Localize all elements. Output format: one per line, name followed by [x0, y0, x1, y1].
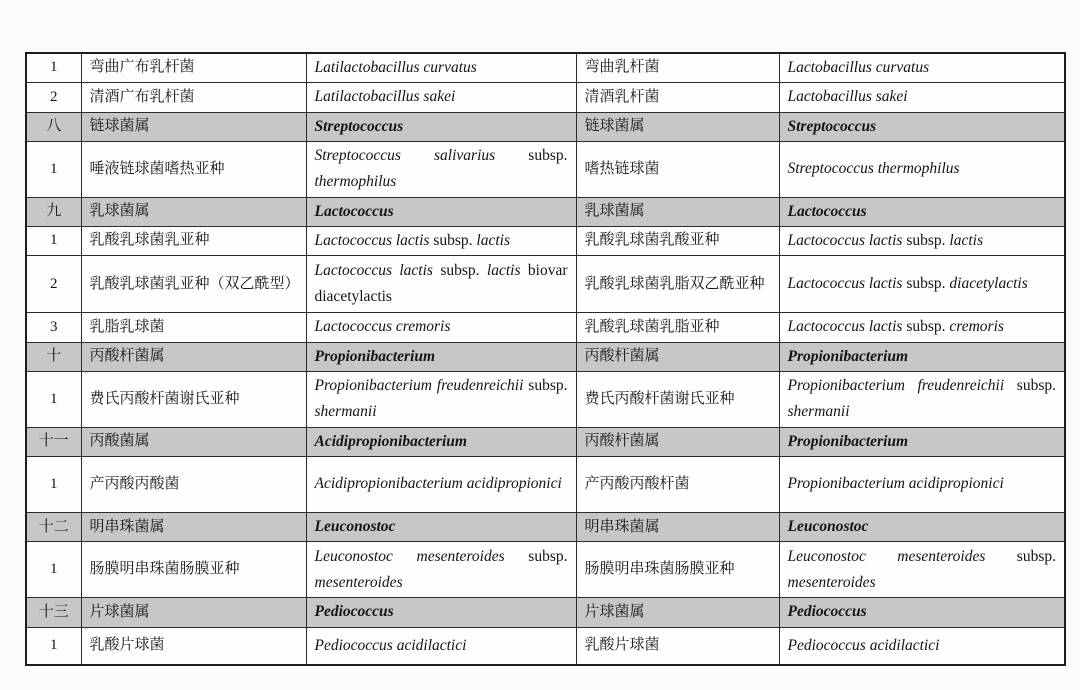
latin-italic-segment: Propionibacterium freudenreichii: [314, 377, 524, 395]
former-chinese-name-cell: 链球菌属: [576, 112, 779, 141]
latin-upright-segment: subsp.: [1004, 377, 1056, 395]
former-chinese-name-cell: 乳酸乳球菌乳脂亚种: [576, 313, 779, 342]
former-chinese-name-cell: 乳球菌属: [576, 197, 779, 226]
updated-chinese-name-cell: 链球菌属: [81, 112, 306, 141]
former-chinese-name-cell: 丙酸杆菌属: [576, 342, 779, 371]
updated-chinese-name-cell: 片球菌属: [81, 598, 306, 627]
former-latin-name-cell: [779, 112, 1065, 141]
former-chinese-name-cell: 明串珠菌属: [576, 513, 779, 542]
updated-latin-name-cell: [306, 372, 576, 428]
species-row: [26, 372, 1065, 428]
index-cell: 1: [26, 372, 81, 428]
latin-italic-segment: Pediococcus acidilactici: [787, 636, 940, 654]
latin-upright-segment: subsp.: [902, 275, 950, 293]
latin-italic-segment: Acidipropionibacterium: [314, 432, 467, 450]
updated-latin-name-cell: [306, 256, 576, 313]
former-chinese-name-cell: 肠膜明串珠菌肠膜亚种: [576, 542, 779, 598]
former-latin-name-cell: [779, 627, 1065, 665]
latin-italic-segment: shermanii: [787, 403, 850, 421]
latin-upright-segment: subsp.: [429, 232, 477, 250]
latin-upright-segment: subsp.: [985, 547, 1056, 565]
updated-chinese-name-cell: 丙酸杆菌属: [81, 342, 306, 371]
latin-italic-segment: Lactococcus cremoris: [314, 318, 451, 336]
former-chinese-name-cell: 丙酸杆菌属: [576, 427, 779, 456]
index-cell: 1: [26, 142, 81, 198]
former-latin-name-cell: [779, 542, 1065, 598]
updated-latin-name-cell: [306, 142, 576, 198]
index-cell: 十二: [26, 513, 81, 542]
index-cell: 1: [26, 627, 81, 665]
latin-italic-segment: Lactobacillus sakei: [787, 88, 908, 106]
genus-header-row: [26, 427, 1065, 456]
latin-italic-segment: Propionibacterium: [314, 347, 436, 365]
updated-chinese-name-cell: 乳酸乳球菌乳亚种（双乙酰型）: [81, 256, 306, 313]
latin-italic-segment: lactis: [949, 232, 983, 250]
index-cell: 1: [26, 53, 81, 83]
updated-chinese-name-cell: 肠膜明串珠菌肠膜亚种: [81, 542, 306, 598]
updated-latin-name-cell: [306, 197, 576, 226]
former-latin-name-cell: [779, 83, 1065, 112]
index-cell: 九: [26, 197, 81, 226]
genus-header-row: [26, 513, 1065, 542]
latin-upright-segment: biovar diacetylactis: [314, 262, 568, 306]
former-latin-name-cell: [779, 372, 1065, 428]
latin-italic-segment: Lactobacillus curvatus: [787, 59, 930, 76]
former-chinese-name-cell: 嗜热链球菌: [576, 142, 779, 198]
index-cell: 十三: [26, 598, 81, 627]
index-cell: 2: [26, 83, 81, 112]
index-cell: 3: [26, 313, 81, 342]
updated-chinese-name-cell: 清酒广布乳杆菌: [81, 83, 306, 112]
updated-chinese-name-cell: 乳球菌属: [81, 197, 306, 226]
former-latin-name-cell: [779, 513, 1065, 542]
species-row: [26, 457, 1065, 513]
former-chinese-name-cell: 乳酸片球菌: [576, 627, 779, 665]
latin-italic-segment: Leuconostoc: [314, 518, 396, 536]
former-chinese-name-cell: 费氏丙酸杆菌谢氏亚种: [576, 372, 779, 428]
updated-chinese-name-cell: 乳脂乳球菌: [81, 313, 306, 342]
latin-italic-segment: Pediococcus: [314, 603, 394, 621]
index-cell: 1: [26, 457, 81, 513]
latin-italic-segment: Pediococcus: [787, 603, 867, 621]
former-chinese-name-cell: 产丙酸丙酸杆菌: [576, 457, 779, 513]
updated-chinese-name-cell: 丙酸菌属: [81, 427, 306, 456]
updated-latin-name-cell: [306, 542, 576, 598]
latin-italic-segment: mesenteroides: [787, 573, 876, 591]
latin-italic-segment: cremoris: [949, 318, 1004, 336]
latin-italic-segment: thermophilus: [314, 173, 397, 191]
latin-italic-segment: Propionibacterium freudenreichii: [787, 377, 1005, 395]
species-table: [25, 52, 1066, 666]
latin-upright-segment: subsp.: [523, 377, 568, 395]
former-latin-name-cell: [779, 313, 1065, 342]
updated-latin-name-cell: [306, 227, 576, 256]
former-latin-name-cell: [779, 256, 1065, 313]
latin-italic-segment: lactis: [486, 262, 521, 280]
latin-italic-segment: Acidipropionibacterium acidipropionici: [314, 475, 562, 493]
updated-chinese-name-cell: 明串珠菌属: [81, 513, 306, 542]
updated-latin-name-cell: [306, 342, 576, 371]
updated-chinese-name-cell: 费氏丙酸杆菌谢氏亚种: [81, 372, 306, 428]
species-row: [26, 256, 1065, 313]
latin-upright-segment: subsp.: [902, 232, 950, 250]
former-latin-name-cell: [779, 142, 1065, 198]
species-row: [26, 83, 1065, 112]
index-cell: 十: [26, 342, 81, 371]
former-latin-name-cell: [779, 227, 1065, 256]
species-row: [26, 53, 1065, 83]
former-chinese-name-cell: 清酒乳杆菌: [576, 83, 779, 112]
latin-italic-segment: Streptococcus thermophilus: [787, 160, 960, 178]
former-latin-name-cell: [779, 342, 1065, 371]
genus-header-row: [26, 598, 1065, 627]
latin-italic-segment: Latilactobacillus sakei: [314, 88, 456, 106]
species-row: [26, 227, 1065, 256]
species-row: [26, 313, 1065, 342]
index-cell: 八: [26, 112, 81, 141]
species-row: [26, 542, 1065, 598]
latin-italic-segment: lactis: [476, 232, 510, 250]
latin-italic-segment: shermanii: [314, 403, 377, 421]
latin-italic-segment: Lactococcus lactis: [314, 232, 430, 250]
latin-italic-segment: Streptococcus salivarius: [314, 147, 496, 165]
latin-italic-segment: diacetylactis: [949, 275, 1028, 293]
latin-upright-segment: subsp.: [504, 547, 568, 565]
latin-italic-segment: Lactococcus lactis: [314, 262, 433, 280]
updated-latin-name-cell: [306, 457, 576, 513]
genus-header-row: [26, 112, 1065, 141]
updated-latin-name-cell: [306, 53, 576, 83]
genus-header-row: [26, 342, 1065, 371]
latin-italic-segment: Leuconostoc mesenteroides: [314, 547, 505, 565]
index-cell: 1: [26, 542, 81, 598]
updated-latin-name-cell: [306, 427, 576, 456]
latin-italic-segment: Streptococcus: [787, 117, 877, 135]
latin-italic-segment: Propionibacterium: [787, 347, 909, 365]
species-row: [26, 627, 1065, 665]
former-latin-name-cell: [779, 457, 1065, 513]
former-latin-name-cell: [779, 197, 1065, 226]
updated-latin-name-cell: [306, 598, 576, 627]
updated-chinese-name-cell: 乳酸乳球菌乳亚种: [81, 227, 306, 256]
former-chinese-name-cell: 乳酸乳球菌乳酸亚种: [576, 227, 779, 256]
latin-upright-segment: subsp.: [495, 147, 568, 165]
updated-chinese-name-cell: 乳酸片球菌: [81, 627, 306, 665]
latin-upright-segment: subsp.: [902, 318, 950, 336]
updated-latin-name-cell: [306, 83, 576, 112]
index-cell: 1: [26, 227, 81, 256]
former-chinese-name-cell: 弯曲乳杆菌: [576, 53, 779, 83]
updated-chinese-name-cell: 产丙酸丙酸菌: [81, 457, 306, 513]
latin-italic-segment: Lactococcus: [787, 202, 867, 220]
former-latin-name-cell: [779, 427, 1065, 456]
updated-chinese-name-cell: 弯曲广布乳杆菌: [81, 53, 306, 83]
updated-latin-name-cell: [306, 313, 576, 342]
index-cell: 十一: [26, 427, 81, 456]
former-latin-name-cell: [779, 53, 1065, 83]
updated-latin-name-cell: [306, 627, 576, 665]
updated-chinese-name-cell: 唾液链球菌嗜热亚种: [81, 142, 306, 198]
latin-italic-segment: Lactococcus: [314, 202, 394, 220]
latin-upright-segment: subsp.: [432, 262, 487, 280]
latin-italic-segment: Streptococcus: [314, 117, 404, 135]
latin-italic-segment: Lactococcus lactis: [787, 232, 903, 250]
latin-italic-segment: Propionibacterium: [787, 432, 909, 450]
latin-italic-segment: Leuconostoc: [787, 518, 869, 536]
genus-header-row: [26, 197, 1065, 226]
species-table-body: [26, 53, 1065, 665]
latin-italic-segment: Lactococcus lactis: [787, 318, 903, 336]
index-cell: 2: [26, 256, 81, 313]
latin-italic-segment: Latilactobacillus curvatus: [314, 59, 477, 76]
species-row: [26, 142, 1065, 198]
latin-italic-segment: Propionibacterium acidipropionici: [787, 475, 1004, 493]
former-chinese-name-cell: 片球菌属: [576, 598, 779, 627]
latin-italic-segment: Leuconostoc mesenteroides: [787, 547, 986, 565]
former-latin-name-cell: [779, 598, 1065, 627]
latin-italic-segment: Lactococcus lactis: [787, 275, 903, 293]
former-chinese-name-cell: 乳酸乳球菌乳脂双乙酰亚种: [576, 256, 779, 313]
updated-latin-name-cell: [306, 112, 576, 141]
latin-italic-segment: Pediococcus acidilactici: [314, 636, 467, 654]
latin-italic-segment: mesenteroides: [314, 573, 403, 591]
updated-latin-name-cell: [306, 513, 576, 542]
